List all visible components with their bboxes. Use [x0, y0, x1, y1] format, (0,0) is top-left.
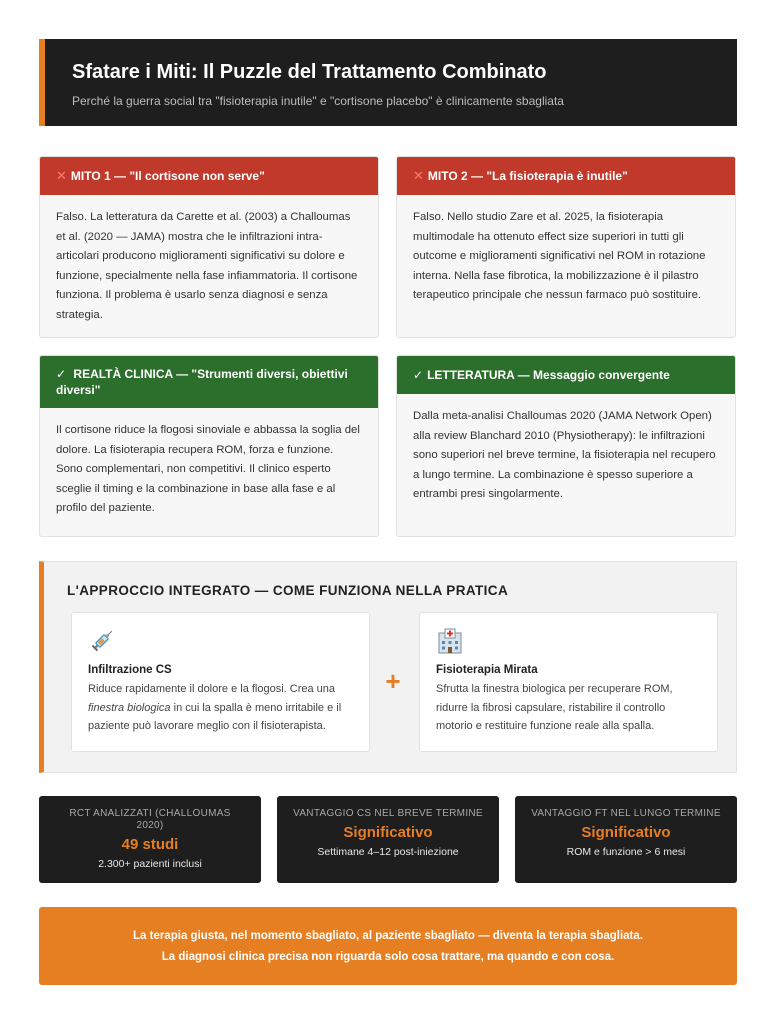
myth-card-title: MITO 1 — "Il cortisone non serve" — [70, 169, 265, 183]
myth-card-header — [397, 157, 735, 195]
fact-card-body: Il cortisone riduce la flogosi sinoviale e abbassa la soglia del dolore. La fisioterapia recupera ROM, forza e funzione. Sono complementari, non competitivi. Il clinico esperto sceglie il timing e la combinazione in base alla fase e al profilo del paziente. — [56, 424, 360, 515]
stat-subtext: Settimane 4–12 post-iniezione — [317, 846, 459, 858]
fact-card-header — [40, 356, 378, 408]
cross-icon: ✕ — [413, 168, 424, 183]
physiotherapy-card — [419, 612, 718, 752]
stat-subtext: ROM e funzione > 6 mesi — [566, 846, 686, 858]
page-title: Sfatare i Miti: Il Puzzle del Trattamento Combinato — [72, 61, 547, 83]
physiotherapy-title: Fisioterapia Mirata — [436, 664, 538, 676]
stat-value: Significativo — [343, 824, 433, 841]
plus-icon: + — [385, 666, 401, 696]
physiotherapy-description: Sfrutta la finestra biologica per recuperare ROM, ridurre la fibrosi capsulare, ristabilire il controllo motorio e restituire funzione reale alla spalla. — [436, 683, 673, 733]
stat-value: 49 studi — [121, 836, 179, 853]
page-header — [39, 39, 737, 126]
fact-card-title: ✓ REALTÀ CLINICA — "Strumenti diversi, obiettivi diversi" — [56, 367, 348, 397]
myth-card-1 — [39, 156, 379, 338]
injection-card — [71, 612, 370, 752]
injection-description: Riduce rapidamente il dolore e la flogosi. Crea una finestra biologica in cui la spalla è meno irritabile e il paziente può lavorare meglio con il fisioterapista. — [88, 683, 342, 733]
stat-label: RCT ANALIZZATI (CHALLOUMAS 2020) — [69, 808, 231, 831]
key-message-line-1: La terapia giusta, nel momento sbagliato, al paziente sbagliato — diventa la terapia sbagliata. — [133, 930, 643, 942]
hospital-icon — [436, 627, 701, 657]
stat-card-rct — [39, 796, 261, 883]
fact-card-body: Dalla meta-analisi Challoumas 2020 (JAMA Network Open) alla review Blanchard 2010 (Physiotherapy): le infiltrazioni sono superiori nel breve termine, la fisioterapia nel recupero a lungo termine. La combinazione è spesso superiore a entrambi presi singolarmente. — [413, 410, 716, 501]
stat-subtext: 2.300+ pazienti inclusi — [98, 858, 202, 870]
biological-window-emphasis: finestra biologica — [88, 701, 171, 714]
myth-card-body: Falso. La letteratura da Carette et al. (2003) a Challoumas et al. (2020 — JAMA) mostra che le infiltrazioni intra-articolari producono miglioramenti significativi su dolore e funzione, specialmente nella fase infiammatoria. Il cortisone funziona. Il problema è usarlo senza diagnosi e senza strategia. — [56, 211, 358, 321]
fact-card-literature — [396, 355, 736, 537]
myth-card-2 — [396, 156, 736, 338]
key-message-banner — [39, 907, 737, 985]
myth-card-body: Falso. Nello studio Zare et al. 2025, la fisioterapia multimodale ha ottenuto effect size superiori in tutti gli outcome e miglioramenti significativi nel ROM in rotazione interna. Nella fase fibrotica, la mobilizzazione è il pilastro terapeutico principale che nessun farmaco può sostituire. — [413, 211, 706, 302]
check-icon: ✓ — [413, 368, 424, 382]
syringe-icon — [88, 627, 353, 657]
myth-card-title: MITO 2 — "La fisioterapia è inutile" — [427, 169, 628, 183]
stat-label: VANTAGGIO FT NEL LUNGO TERMINE — [531, 808, 721, 819]
section-title: L'APPROCCIO INTEGRATO — COME FUNZIONA NELLA PRATICA — [67, 583, 509, 598]
check-icon: ✓ — [56, 367, 67, 381]
stat-card-ft-long-term — [515, 796, 737, 883]
fact-card-title: LETTERATURA — Messaggio convergente — [427, 368, 670, 382]
fact-card-header — [397, 356, 735, 394]
page-subtitle: Perché la guerra social tra "fisioterapia inutile" e "cortisone placebo" è clinicamente sbagliata — [72, 94, 564, 108]
integrated-approach-section — [39, 561, 737, 773]
fact-card-clinical — [39, 355, 379, 537]
injection-title: Infiltrazione CS — [88, 664, 172, 676]
stat-card-cs-short-term — [277, 796, 499, 883]
cross-icon: ✕ — [56, 168, 67, 183]
stat-label: VANTAGGIO CS NEL BREVE TERMINE — [293, 808, 483, 819]
key-message-line-2: La diagnosi clinica precisa non riguarda solo cosa trattare, ma quando e con cosa. — [161, 950, 615, 963]
stat-value: Significativo — [581, 824, 671, 841]
myth-card-header — [40, 157, 378, 195]
